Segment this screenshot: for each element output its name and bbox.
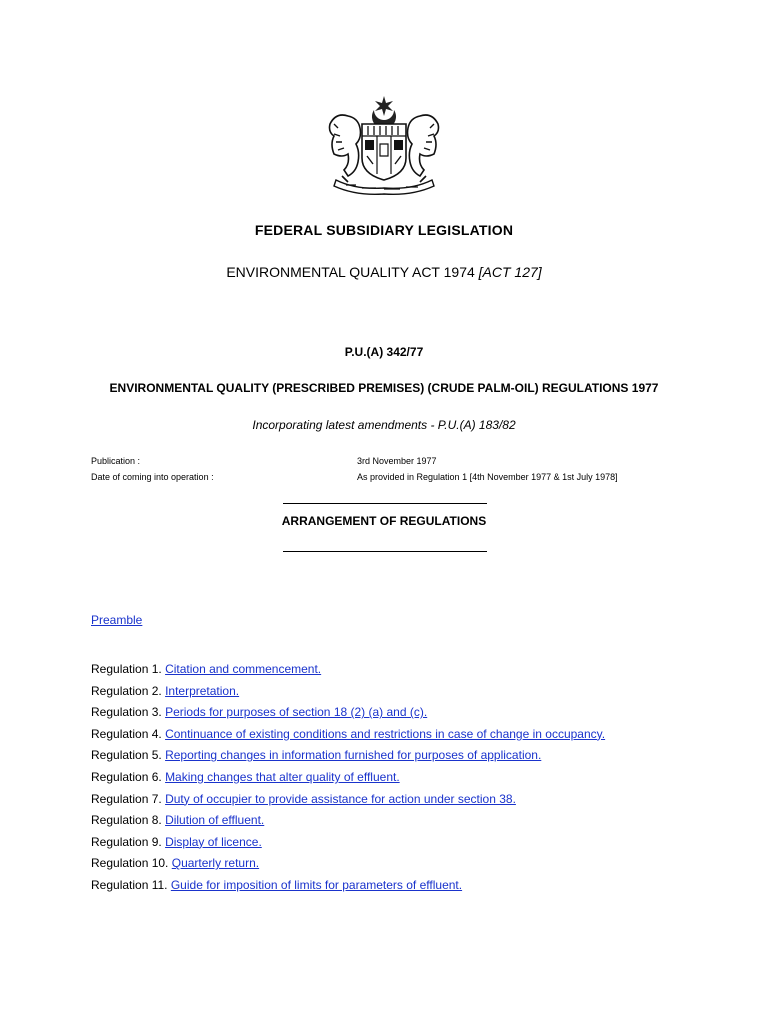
act-title bbox=[0, 264, 768, 280]
regulation-link[interactable]: Display of licence. bbox=[165, 834, 262, 849]
regulation-item bbox=[91, 747, 605, 769]
regulation-number: Regulation 2. bbox=[91, 683, 162, 698]
regulation-item bbox=[91, 769, 605, 791]
regulation-item bbox=[91, 661, 605, 683]
regulation-item bbox=[91, 704, 605, 726]
preamble-link[interactable]: Preamble bbox=[91, 613, 143, 627]
regulation-link[interactable]: Dilution of effluent. bbox=[165, 813, 265, 828]
arrangement-heading: ARRANGEMENT OF REGULATIONS bbox=[281, 514, 487, 528]
publication-label: Publication : bbox=[91, 456, 141, 466]
preamble-link-wrapper bbox=[91, 613, 142, 627]
regulation-number: Regulation 5. bbox=[91, 748, 162, 763]
regulation-number: Regulation 3. bbox=[91, 705, 162, 720]
regulation-link[interactable]: Citation and commencement. bbox=[165, 662, 322, 676]
regulation-item bbox=[91, 791, 605, 813]
act-reference: [ACT 127] bbox=[478, 264, 542, 280]
amendments-note: Incorporating latest amendments - P.U.(A) 183/82 bbox=[252, 418, 516, 432]
act-name: ENVIRONMENTAL QUALITY ACT 1974 bbox=[226, 264, 475, 280]
coat-of-arms-emblem bbox=[322, 94, 446, 196]
regulation-item bbox=[91, 834, 605, 856]
regulation-number: Regulation 10. bbox=[91, 856, 169, 871]
regulation-link[interactable]: Interpretation. bbox=[165, 683, 240, 698]
regulation-link[interactable]: Reporting changes in information furnished for purposes of application. bbox=[165, 748, 542, 763]
regulation-link[interactable]: Duty of occupier to provide assistance for action under section 38. bbox=[165, 791, 516, 806]
publication-date: 3rd November 1977 bbox=[357, 456, 437, 466]
regulations-list bbox=[91, 661, 605, 899]
legislation-heading: FEDERAL SUBSIDIARY LEGISLATION bbox=[254, 222, 514, 238]
regulation-item bbox=[91, 877, 605, 899]
regulation-link[interactable]: Periods for purposes of section 18 (2) (a) and (c). bbox=[165, 705, 428, 720]
regulation-title: ENVIRONMENTAL QUALITY (PRESCRIBED PREMISES) (CRUDE PALM-OIL) REGULATIONS 1977 bbox=[109, 381, 659, 395]
regulation-item bbox=[91, 726, 605, 748]
regulation-item bbox=[91, 812, 605, 834]
top-divider bbox=[283, 503, 487, 504]
pu-number: P.U.(A) 342/77 bbox=[344, 345, 424, 359]
operation-date-label: Date of coming into operation : bbox=[91, 472, 214, 482]
operation-date-value: As provided in Regulation 1 [4th November 1977 & 1st July 1978] bbox=[357, 472, 618, 482]
regulation-link[interactable]: Continuance of existing conditions and restrictions in case of change in occupancy. bbox=[165, 726, 606, 741]
regulation-number: Regulation 6. bbox=[91, 769, 162, 784]
regulation-number: Regulation 1. bbox=[91, 662, 162, 676]
regulation-link[interactable]: Quarterly return. bbox=[171, 856, 260, 871]
regulation-number: Regulation 8. bbox=[91, 813, 162, 828]
regulation-number: Regulation 7. bbox=[91, 791, 162, 806]
regulation-link[interactable]: Guide for imposition of limits for parameters of effluent. bbox=[170, 877, 463, 892]
regulation-number: Regulation 4. bbox=[91, 726, 162, 741]
regulation-item bbox=[91, 855, 605, 877]
regulation-number: Regulation 11. bbox=[91, 877, 168, 892]
regulation-link[interactable]: Making changes that alter quality of effluent. bbox=[165, 769, 400, 784]
regulation-number: Regulation 9. bbox=[91, 834, 162, 849]
regulation-item bbox=[91, 683, 605, 705]
bottom-divider bbox=[283, 551, 487, 552]
